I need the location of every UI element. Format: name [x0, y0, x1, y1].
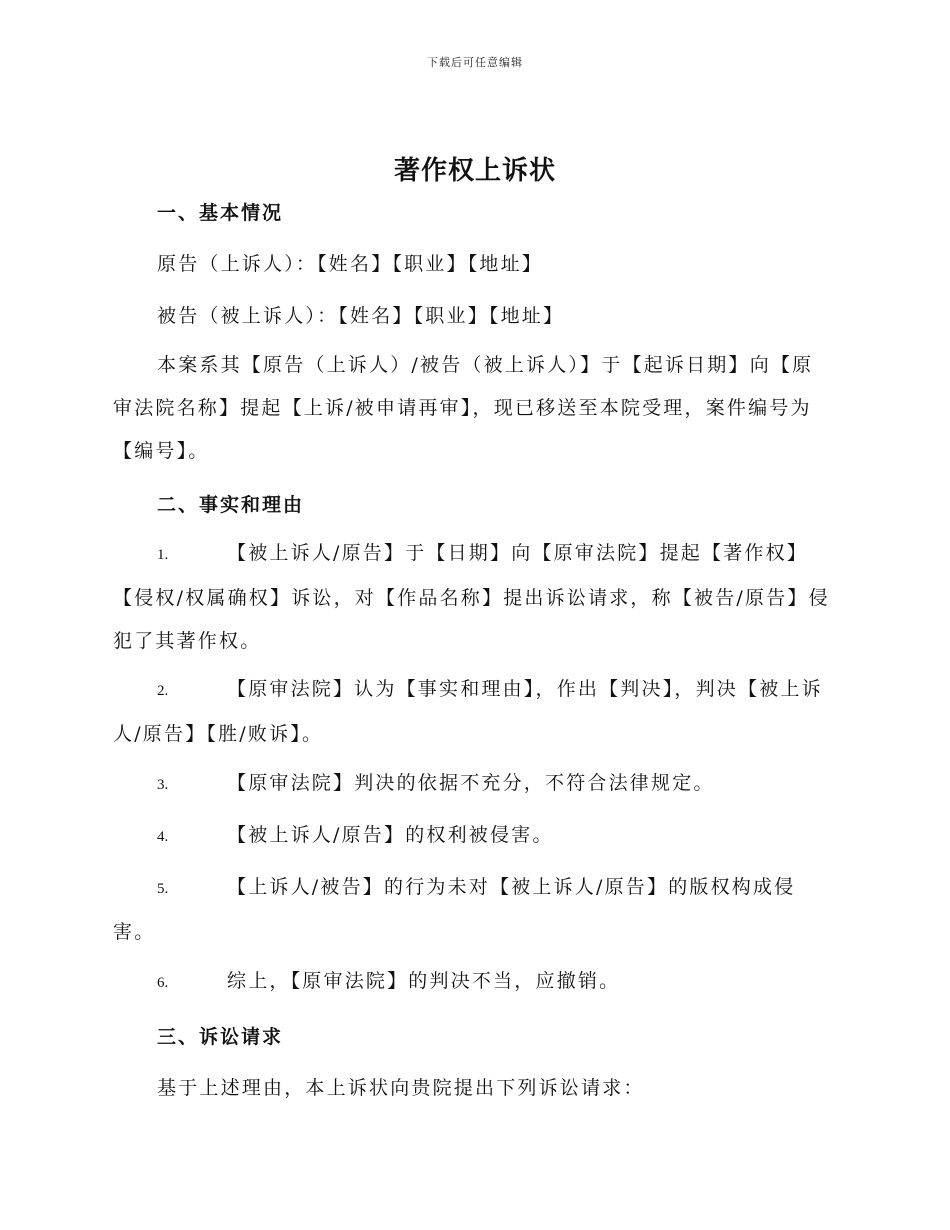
- section-heading-facts: 二、事实和理由: [157, 494, 305, 516]
- defendant-line: 被告（被上诉人）：【姓名】【职业】【地址】: [157, 305, 565, 327]
- fact-item-2: [113, 668, 833, 756]
- document-title: 著作权上诉状: [393, 156, 556, 186]
- item-text: 【被上诉人/原告】于【日期】向【原审法院】提起【著作权】【侵权/权属确权】诉讼，对【作品名称】提出诉讼请求，称【被告/原告】侵犯了其著作权。: [113, 542, 830, 652]
- fact-item-6: [113, 960, 833, 1005]
- item-text: 【上诉人/被告】的行为未对【被上诉人/原告】的版权构成侵害。: [113, 876, 796, 943]
- section-heading-basic: 一、基本情况: [157, 202, 284, 224]
- item-number: 2.: [157, 683, 169, 699]
- item-text: 【原审法院】判决的依据不充分，不符合法律规定。: [227, 772, 715, 794]
- fact-item-1: [113, 532, 833, 663]
- fact-item-4: [113, 814, 833, 859]
- item-number: 5.: [157, 881, 169, 897]
- header-note: 下载后可任意编辑: [427, 56, 523, 69]
- fact-item-5: [113, 866, 833, 954]
- item-number: 6.: [157, 975, 169, 991]
- item-number: 3.: [157, 777, 169, 793]
- item-number: 4.: [157, 829, 169, 845]
- fact-item-3: [113, 762, 833, 807]
- item-text: 【被上诉人/原告】的权利被侵害。: [227, 824, 554, 846]
- item-number: 1.: [157, 547, 169, 563]
- item-text: 综上，【原审法院】的判决不当，应撤销。: [227, 970, 621, 992]
- item-text: 【原审法院】认为【事实和理由】，作出【判决】，判决【被上诉人/原告】【胜/败诉】。: [113, 678, 823, 745]
- case-description: 本案系其【原告（上诉人）/被告（被上诉人）】于【起诉日期】向【原审法院名称】提起【上诉/被申请再审】，现已移送至本院受理，案件编号为【编号】。: [113, 354, 814, 462]
- plaintiff-line: 原告（上诉人）：【姓名】【职业】【地址】: [157, 253, 544, 275]
- section-heading-claims: 三、诉讼请求: [157, 1026, 284, 1048]
- claims-intro: 基于上述理由，本上诉状向贵院提出下列诉讼请求：: [157, 1077, 645, 1099]
